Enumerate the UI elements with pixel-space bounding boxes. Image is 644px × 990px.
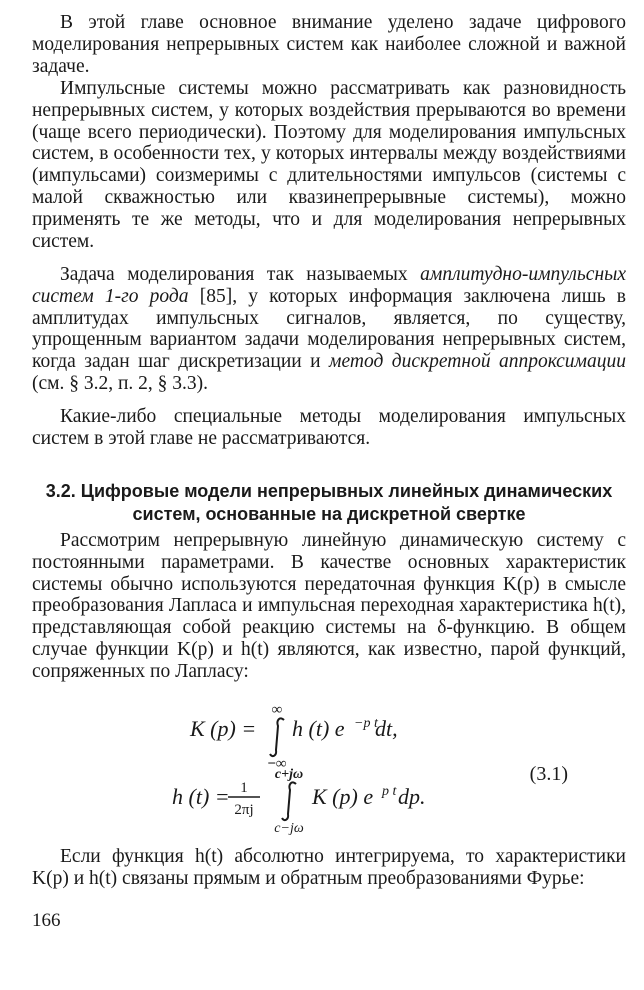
paragraph-impulse-systems: Импульсные системы можно рассматривать как разновидность непрерывных систем, у которых воздействия прерываются во времени (чаще всего периодически). Поэтому для моделирования импульсных систем, в особенности тех, у которых интервалы между воздействиями (импульсами) соизмеримы с длительностями импульсов (системы с малой скважностью или квазинепрерывные системы), можно применять те же методы, что и для моделирования непрерывных систем. xyxy=(32,78,626,252)
formula-exponent: −p t xyxy=(354,716,378,731)
paragraph-intro: В этой главе основное внимание уделено задаче цифрового моделирования непрерывных систем как наиболее сложной и важной задаче. xyxy=(32,12,626,77)
integral-upper-limit: ∞ xyxy=(271,702,283,718)
integral-sign xyxy=(270,718,284,756)
integral-sign xyxy=(282,782,296,820)
formula-differential: dp. xyxy=(398,784,426,809)
italic-term-amplitude-impulse: амплитудно-импульсных систем 1-го рода xyxy=(32,264,626,307)
formula-integrand: K (p) e xyxy=(312,784,374,809)
fraction-numerator: 1 xyxy=(240,780,248,796)
paragraph-fourier: Если функция h(t) абсолютно интегрируема, то характеристики K(p) и h(t) связаны прямым и обратным преобразованиями Фурье: xyxy=(32,846,626,889)
formula-exponent: p t xyxy=(382,784,397,799)
formula-graphic xyxy=(0,700,644,840)
paragraph-special-methods: Какие-либо специальные методы моделирования импульсных систем в этой главе не рассматриваются. xyxy=(32,406,626,449)
integral-lower-limit: −∞ xyxy=(267,756,287,772)
formula-lhs-K: K (p) = xyxy=(190,716,257,741)
paragraph-amplitude-impulse xyxy=(32,264,626,395)
italic-term-discrete-approximation: метод дискретной аппроксимации xyxy=(329,351,626,373)
text-run: (см. § 3.2, п. 2, § 3.3). xyxy=(32,372,209,394)
text-run: [85], у которых информация заключена лишь в амплитудах импульсных сигналов, является, по существу, упрощенным вариантом задачи моделирования непрерывных систем, когда задан шаг дискретизации и xyxy=(32,285,627,373)
paragraph-linear-system: Рассмотрим непрерывную линейную динамическую систему с постоянными параметрами. В качестве основных характеристик системы обычно используются передаточная функция K(p) в смысле преобразования Лапласа и импульсная переходная характеристика h(t), представляющая собой реакцию системы на δ-функцию. В общем случае функции K(p) и h(t) являются, как известно, парой функций, сопряженных по Лапласу: xyxy=(32,530,626,682)
formula-integrand: h (t) e xyxy=(292,716,345,741)
formula-3-1 xyxy=(0,700,644,840)
integral-upper-limit: c+jω xyxy=(274,767,304,782)
formula-differential: dt, xyxy=(375,716,398,741)
equation-number: (3.1) xyxy=(529,763,568,785)
fraction-denominator: 2πj xyxy=(234,802,254,818)
section-heading: 3.2. Цифровые модели непрерывных линейных динамических систем, основанные на дискретной свертке xyxy=(45,481,613,524)
formula-lhs-h: h (t) = xyxy=(172,784,230,809)
text-run: Задача моделирования так называемых xyxy=(60,264,421,285)
page-number: 166 xyxy=(32,910,61,931)
integral-lower-limit: c−jω xyxy=(274,821,304,836)
